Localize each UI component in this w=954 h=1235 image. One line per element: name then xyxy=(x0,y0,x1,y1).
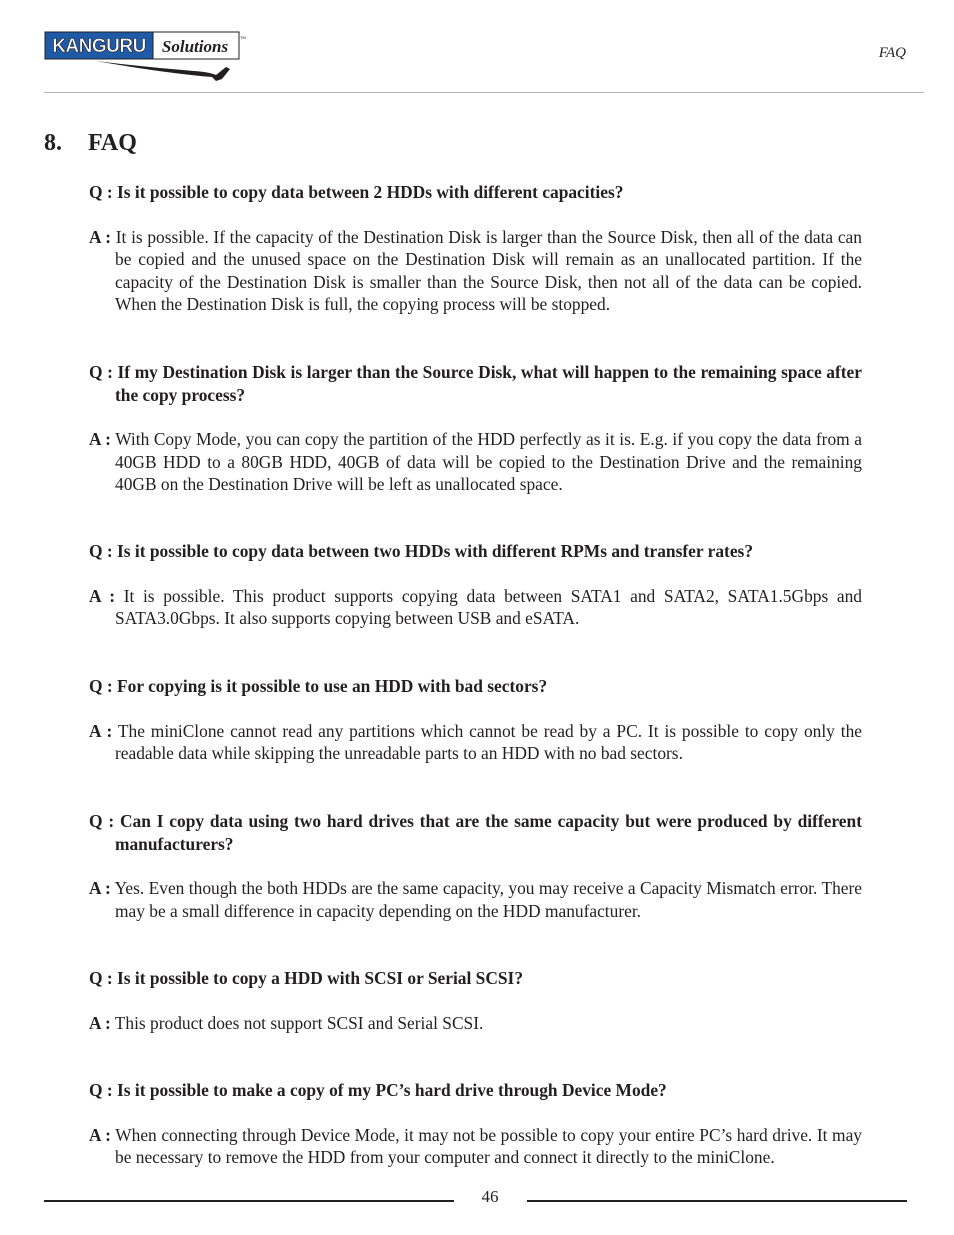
faq-item xyxy=(89,540,862,630)
header-section-label: FAQ xyxy=(878,45,906,61)
faq-item xyxy=(89,967,862,1034)
section-number: 8. xyxy=(44,130,62,156)
footer-divider-right xyxy=(527,1200,907,1202)
answer-text: Yes. Even though the both HDDs are the same capacity, you may receive a Capacity Mismatch error. There may be a small difference in capacity depending on the HDD manufacturer. xyxy=(110,878,862,921)
faq-question: Q : Can I copy data using two hard drives that are the same capacity but were produced by different manufacturers? xyxy=(89,811,862,854)
answer-label: A : xyxy=(89,226,112,247)
answer-label: A : xyxy=(89,585,116,606)
faq-question: Q : For copying is it possible to use an HDD with bad sectors? xyxy=(89,676,548,696)
answer-text: The miniClone cannot read any partitions which cannot be read by a PC. It is possible to copy only the readable data while skipping the unreadable parts to an HDD with no bad sectors. xyxy=(112,720,862,763)
faq-answer xyxy=(89,720,862,765)
faq-answer xyxy=(89,428,862,496)
faq-question: Q : Is it possible to copy data between two HDDs with different RPMs and transfer rates? xyxy=(89,541,754,561)
faq-item xyxy=(89,675,862,765)
faq-answer xyxy=(89,1012,862,1035)
answer-label: A : xyxy=(89,1012,111,1033)
faq-item xyxy=(89,810,862,922)
answer-text: It is possible. If the capacity of the Destination Disk is larger than the Source Disk, then all of the data can be copied and the unused space on the Destination Disk will remain as an unallocated partition. If the capacity of the Destination Disk is smaller than the Source Disk, then not all of the data can be copied. When the Destination Disk is full, the copying process will be stopped. xyxy=(111,226,862,314)
answer-label: A : xyxy=(89,429,111,449)
kanguru-solutions-logo xyxy=(44,31,244,85)
page-number: 46 xyxy=(481,1187,499,1206)
faq-item xyxy=(89,1079,862,1169)
faq-question: Q : Is it possible to copy a HDD with SCSI or Serial SCSI? xyxy=(89,968,524,988)
answer-label: A : xyxy=(89,720,113,741)
faq-answer xyxy=(89,1124,862,1169)
faq-answer xyxy=(89,226,862,316)
answer-text: It is possible. This product supports copying data between SATA1 and SATA2, SATA1.5Gbps and SATA3.0Gbps. It also supports copying between USB and eSATA. xyxy=(115,585,862,628)
faq-answer xyxy=(89,585,862,630)
answer-text: With Copy Mode, you can copy the partition of the HDD perfectly as it is. E.g. if you copy the data from a 40GB HDD to a 80GB HDD, 40GB of data will be copied to the Destination Drive and the remaining 40GB on the Destination Drive will be left as unallocated space. xyxy=(110,429,862,494)
kangaroo-swoosh-icon xyxy=(96,61,230,81)
section-title-text: FAQ xyxy=(88,130,137,156)
logo-brand-text: KANGURU xyxy=(52,36,146,57)
faq-item xyxy=(89,361,862,496)
answer-label: A : xyxy=(89,878,111,898)
header-divider xyxy=(44,92,924,93)
faq-question: Q : Is it possible to make a copy of my PC’s hard drive through Device Mode? xyxy=(89,1080,667,1100)
logo-trademark: TM xyxy=(240,35,246,40)
faq-question: Q : Is it possible to copy data between 2 HDDs with different capacities? xyxy=(89,182,624,202)
answer-text: When connecting through Device Mode, it may not be possible to copy your entire PC’s hard drive. It may be necessary to remove the HDD from your computer and connect it directly to the miniClone. xyxy=(110,1124,862,1167)
answer-label: A : xyxy=(89,1124,111,1145)
footer-divider-left xyxy=(44,1200,454,1202)
faq-answer xyxy=(89,877,862,922)
faq-question: Q : If my Destination Disk is larger than the Source Disk, what will happen to the remaining space after the copy process? xyxy=(89,362,862,405)
logo-solutions-text: Solutions xyxy=(161,37,229,56)
answer-text: This product does not support SCSI and Serial SCSI. xyxy=(110,1012,484,1033)
page-title xyxy=(44,130,137,157)
faq-item xyxy=(89,181,862,316)
